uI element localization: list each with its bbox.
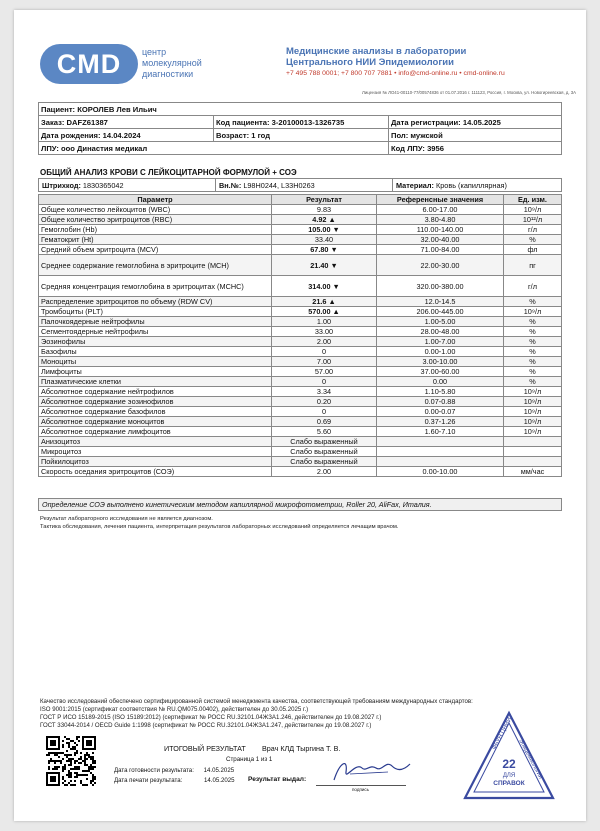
unit-cell: % [504,317,562,327]
reference-cell: 0.37-1.26 [377,417,504,427]
unit-cell: 10⁹/л [504,307,562,317]
lab-title: Медицинские анализы в лаборатории Центрального НИИ Эпидемиологии [286,46,467,68]
issued-label: Результат выдал: [248,776,307,783]
col-result: Результат [272,195,377,205]
test-title: ОБЩИЙ АНАЛИЗ КРОВИ С ЛЕЙКОЦИТАРНОЙ ФОРМУЛОЙ + СОЭ [40,168,297,177]
param-cell: Тромбоциты (PLT) [39,307,272,317]
unit-cell: % [504,357,562,367]
signature-line [316,785,406,786]
result-cell: 0.20 [272,397,377,407]
results-table [38,194,562,477]
result-cell: 0 [272,407,377,417]
table-row [39,245,562,255]
table-row [39,225,562,235]
reference-cell: 32.00-40.00 [377,235,504,245]
param-cell: Гемоглобин (Hb) [39,225,272,235]
result-cell: 0 [272,377,377,387]
reference-cell [377,437,504,447]
result-cell: 570.00 ▲ [272,307,377,317]
stamp-label-2: СПРАВОК [493,780,525,787]
cmd-logo: CMD [40,44,138,84]
reference-cell: 1.10-5.80 [377,387,504,397]
reference-cell [377,447,504,457]
signature [326,754,416,788]
unit-cell [504,447,562,457]
unit-cell: фл [504,245,562,255]
license-line: Лицензия № ЛО41-00110-77/00574836 от 01.07.2016 г. 111123, Россия, г. Москва, ул. Новогиреевская, д. 3А [362,90,576,95]
result-cell: 33.00 [272,327,377,337]
result-cell: Слабо выраженный [272,457,377,467]
table-row [39,407,562,417]
result-cell: 1.00 [272,317,377,327]
footnote: Результат лабораторного исследования не является диагнозом. Тактика обследования, лечения пациента, интерпретация результатов лабораторных исследований определяется лечащим врачом. [40,516,399,530]
results-body [39,205,562,477]
unit-cell: 10⁹/л [504,417,562,427]
table-row [39,437,562,447]
stamp-text-right: Эпидемиологии [517,738,544,780]
table-row [39,357,562,367]
table-row [39,467,562,477]
param-cell: Гематокрит (Ht) [39,235,272,245]
logo-caption: центр молекулярной диагностики [142,47,202,79]
param-cell: Скорость оседания эритроцитов (СОЭ) [39,467,272,477]
result-cell: Слабо выраженный [272,447,377,457]
laboratory-stamp [461,710,557,802]
unit-cell: 10¹²/л [504,215,562,225]
result-cell: 33.40 [272,235,377,245]
reference-cell: 3.00-10.00 [377,357,504,367]
table-row [39,347,562,357]
contacts-line: +7 495 788 0001; +7 800 707 7881 • info@cmd-online.ru • cmd-online.ru [286,70,505,77]
reference-cell: 28.00-48.00 [377,327,504,337]
reference-cell: 12.0-14.5 [377,297,504,307]
table-row [39,377,562,387]
table-row [39,215,562,225]
table-row [39,427,562,437]
param-cell: Лимфоциты [39,367,272,377]
result-cell: 5.60 [272,427,377,437]
unit-cell: % [504,377,562,387]
table-row [39,297,562,307]
param-cell: Абсолютное содержание моноцитов [39,417,272,427]
param-cell: Эозинофилы [39,337,272,347]
unit-cell: 10⁹/л [504,407,562,417]
table-row [39,367,562,377]
reference-cell: 1.00-5.00 [377,317,504,327]
final-result-label: ИТОГОВЫЙ РЕЗУЛЬТАТ [164,744,246,753]
unit-cell [504,457,562,467]
table-row [39,417,562,427]
reference-cell [377,457,504,467]
stamp-label-1: ДЛЯ [502,773,516,779]
patient-name-cell: Пациент: КОРОЛЕВ Лев Ильич [39,103,562,116]
reference-cell: 37.00-60.00 [377,367,504,377]
reference-cell: 1.60-7.10 [377,427,504,437]
result-cell: 21.6 ▲ [272,297,377,307]
param-cell: Пойкилоцитоз [39,457,272,467]
table-row [39,235,562,245]
unit-cell: % [504,337,562,347]
unit-cell: % [504,347,562,357]
table-row [39,457,562,467]
table-row [39,337,562,347]
param-cell: Абсолютное содержание базофилов [39,407,272,417]
unit-cell: 10⁹/л [504,427,562,437]
param-cell: Микроцитоз [39,447,272,457]
result-cell: 9.83 [272,205,377,215]
param-cell: Сегментоядерные нейтрофилы [39,327,272,337]
result-cell: 0.69 [272,417,377,427]
reference-cell: 0.07-0.88 [377,397,504,407]
unit-cell: г/л [504,276,562,297]
reference-cell: 1.00-7.00 [377,337,504,347]
result-cell: 2.00 [272,337,377,347]
param-cell: Абсолютное содержание лимфоцитов [39,427,272,437]
result-cell: 2.00 [272,467,377,477]
reference-cell: 22.00-30.00 [377,255,504,276]
reference-cell: 0.00 [377,377,504,387]
reference-cell: 71.00-84.00 [377,245,504,255]
unit-cell: 10⁹/л [504,205,562,215]
sample-info-table: Штрихкод: 1830365042 Вн.№: L98H0244, L33H0263 Материал: Кровь (капиллярная) [38,178,562,192]
param-cell: Палочкоядерные нейтрофилы [39,317,272,327]
unit-cell: % [504,235,562,245]
param-cell: Средняя концентрация гемоглобина в эритроцитах (MCHC) [39,276,272,297]
unit-cell: % [504,367,562,377]
col-reference: Референсные значения [377,195,504,205]
unit-cell: % [504,327,562,337]
reference-cell: 6.00-17.00 [377,205,504,215]
signature-caption: подпись [352,787,370,792]
reference-cell: 320.00-380.00 [377,276,504,297]
table-row [39,387,562,397]
reference-cell: 3.80-4.80 [377,215,504,225]
result-cell: 0 [272,347,377,357]
param-cell: Средний объем эритроцита (MCV) [39,245,272,255]
certification-text: Качество исследований обеспечено сертифицированной системой менеджмента качества, соответствующей требованиям международных стандартов: ISO 9001:2015 (сертификат соответствия № RU.QM075.00402), действителен до 30.05.2025 г.) ГОСТ Р ИСО 15189-2015 (ISO 15189:2012) (сертификат № РОСС RU.32101.04ЖЗА1.246, действителен до 19.08.2027 г.) ГОСТ 33044-2014 / OECD Guide 1:1998 (сертификат № РОСС RU.32101.04ЖЗА1.247, действителен до 19.08.2027 г.) [40,698,473,729]
table-row [39,447,562,457]
param-cell: Абсолютное содержание нейтрофилов [39,387,272,397]
stamp-number: 22 [502,757,516,771]
unit-cell: % [504,297,562,307]
table-row [39,205,562,215]
unit-cell: 10⁹/л [504,387,562,397]
patient-info-table: Пациент: КОРОЛЕВ Лев Ильич Заказ: DAFZ61387 Код пациента: 3-20100013-1326735 Дата регистрации: 14.05.2025 Дата рождения: 14.04.2024 Возраст: 1 год Пол: мужской ЛПУ: ооо Династия медикал Код ЛПУ: 3956 [38,102,562,155]
result-cell: Слабо выраженный [272,437,377,447]
table-row [39,255,562,276]
col-units: Ед. изм. [504,195,562,205]
param-cell: Базофилы [39,347,272,357]
result-cell: 21.40 ▼ [272,255,377,276]
result-cell: 7.00 [272,357,377,367]
reference-cell: 206.00-445.00 [377,307,504,317]
unit-cell [504,437,562,447]
result-cell: 4.92 ▲ [272,215,377,225]
param-cell: Распределение эритроцитов по объему (RDW CV) [39,297,272,307]
param-cell: Среднее содержание гемоглобина в эритроците (MCH) [39,255,272,276]
reference-cell: 0.00-1.00 [377,347,504,357]
table-row [39,276,562,297]
param-cell: Общее количество эритроцитов (RBC) [39,215,272,225]
stamp-text-top: ФБУН ЦНИИ [491,716,514,751]
param-cell: Плазматические клетки [39,377,272,387]
table-row [39,307,562,317]
reference-cell: 0.00-0.07 [377,407,504,417]
result-cell: 67.80 ▼ [272,245,377,255]
result-cell: 105.00 ▼ [272,225,377,235]
col-parameter: Параметр [39,195,272,205]
doctor-name: Врач КЛД Тыргина Т. В. [262,744,341,753]
param-cell: Моноциты [39,357,272,367]
unit-cell: г/л [504,225,562,235]
result-cell: 314.00 ▼ [272,276,377,297]
unit-cell: 10⁹/л [504,397,562,407]
reference-cell: 110.00-140.00 [377,225,504,235]
param-cell: Абсолютное содержание эозинофилов [39,397,272,407]
method-note: Определение СОЭ выполнено кинетическим методом капиллярной микрофотометрии, Roller 20, AliFax, Италия. [38,498,562,511]
table-row [39,327,562,337]
page-number: Страница 1 из 1 [226,756,273,763]
param-cell: Анизоцитоз [39,437,272,447]
table-row [39,397,562,407]
param-cell: Общее количество лейкоцитов (WBC) [39,205,272,215]
unit-cell: мм/час [504,467,562,477]
unit-cell: пг [504,255,562,276]
result-cell: 3.34 [272,387,377,397]
result-cell: 57.00 [272,367,377,377]
table-row [39,317,562,327]
reference-cell: 0.00-10.00 [377,467,504,477]
report-sheet [14,10,586,821]
qr-code-icon [46,736,96,786]
result-dates: Дата готовности результата: 14.05.2025 Дата печати результата: 14.05.2025 [114,767,235,784]
